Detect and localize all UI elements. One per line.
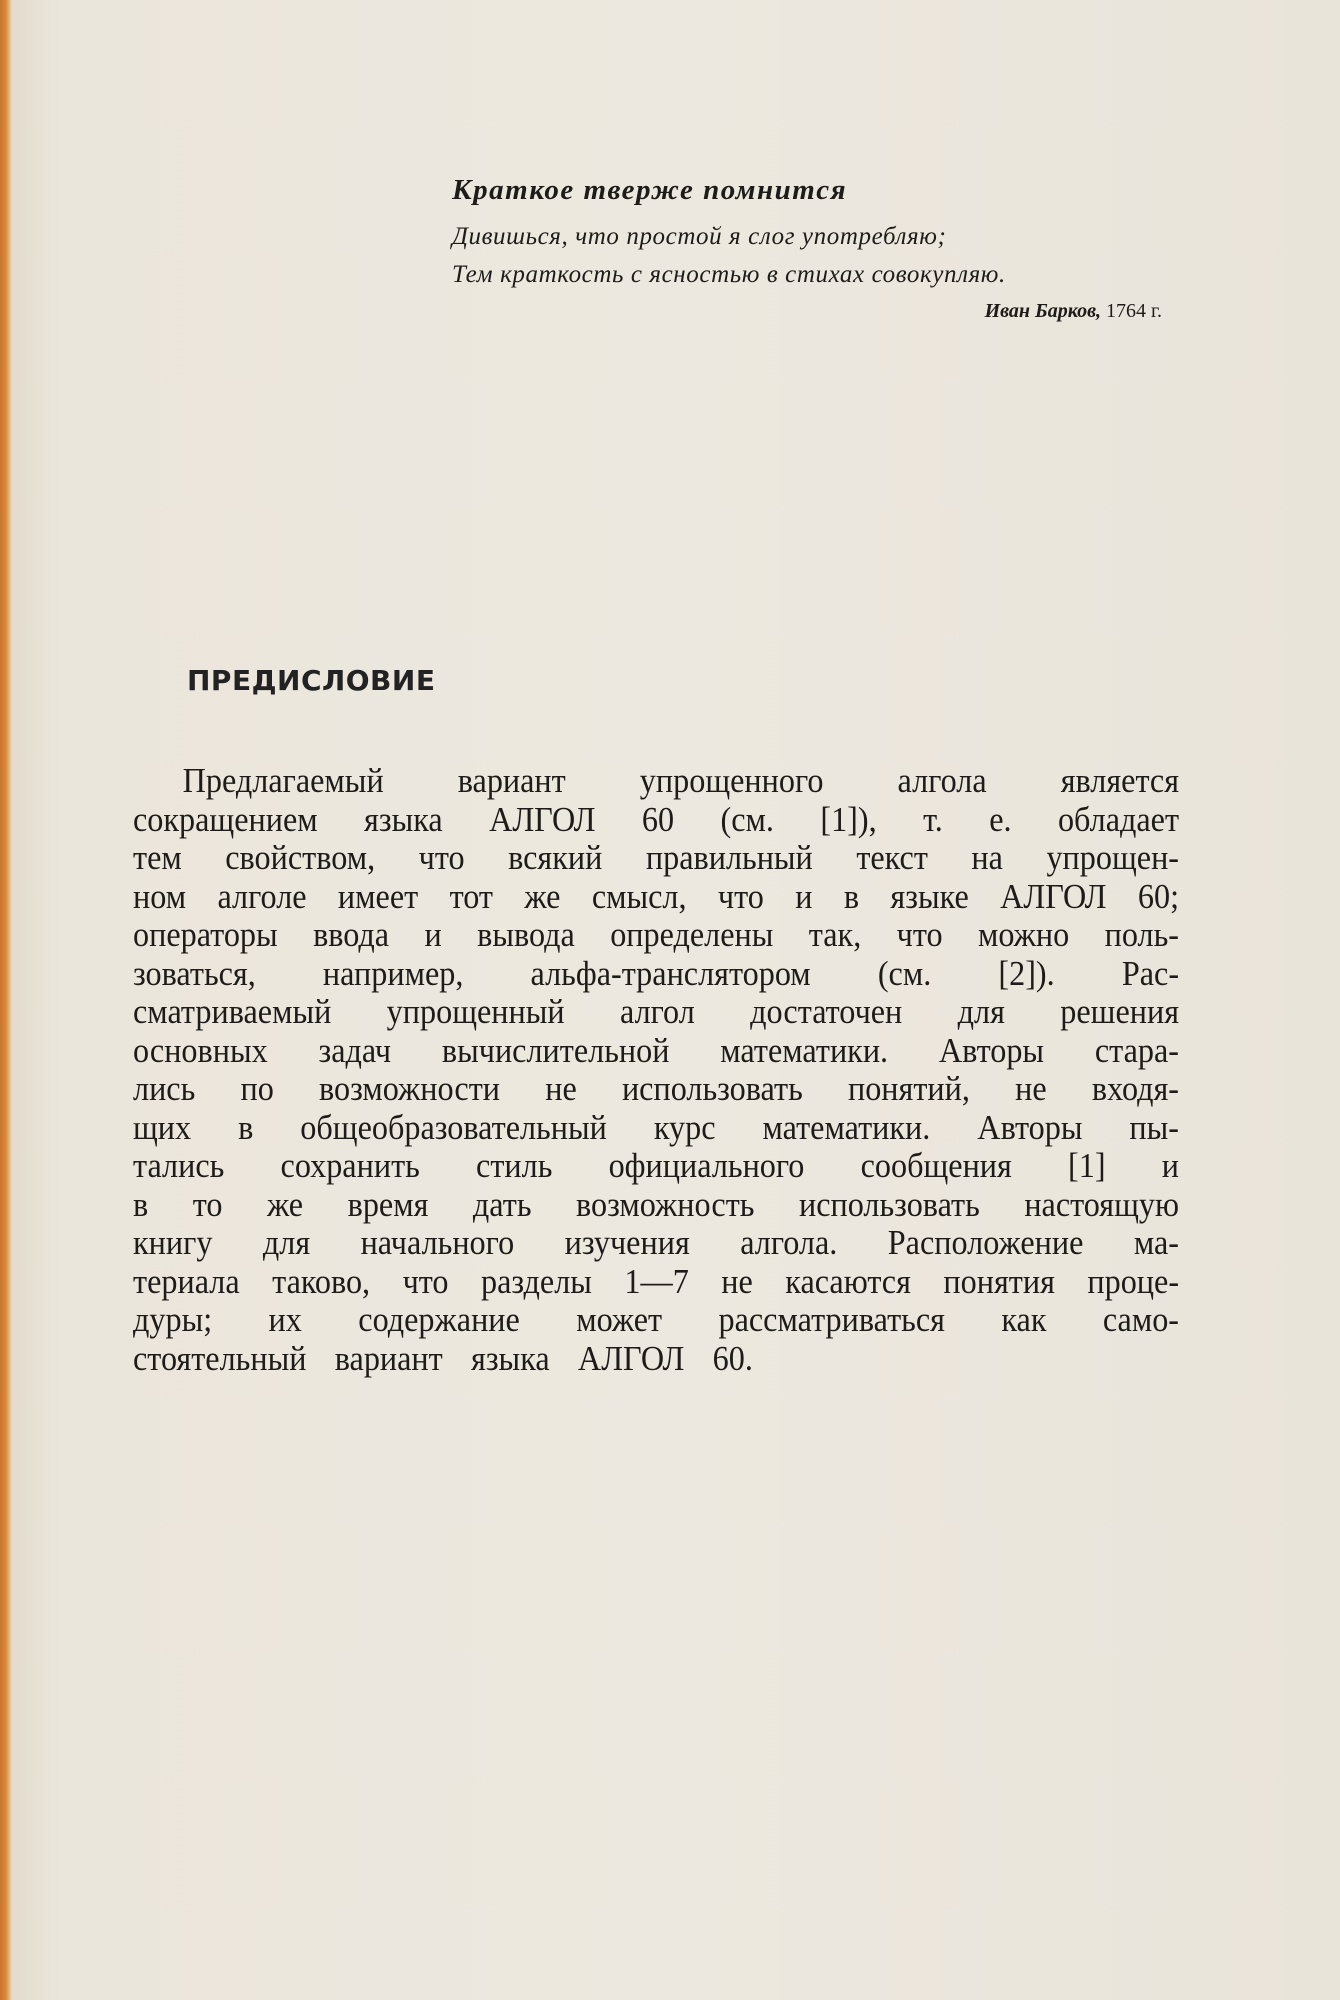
paragraph-line: сматриваемый упрощенный алгол достаточен для решения [133,992,1180,1031]
paragraph-line: щих в общеобразовательный курс математики. Авторы пы- [133,1107,1180,1147]
epigraph-year: 1764 г. [1106,300,1162,322]
paragraph-line: тем свойством, что всякий правильный текст на упрощен- [133,838,1180,877]
epigraph-line: Тем краткость с ясностью в стихах совокупляю. [452,261,1006,288]
paragraph-line: книгу для начального изучения алгола. Расположение ма- [133,1223,1180,1262]
paragraph-line: тались сохранить стиль официального сообщения [1] и [133,1146,1180,1185]
paragraph-line: в то же время дать возможность использовать настоящую [133,1184,1180,1224]
paragraph-line: лись по возможности не использовать понятий, не входя- [133,1069,1180,1108]
paragraph-line: основных задач вычислительной математики. Авторы стара- [133,1030,1180,1070]
paragraph-line: операторы ввода и вывода определены так, что можно поль- [133,915,1180,954]
paragraph-line: дуры; их содержание может рассматриваться как само- [133,1300,1180,1339]
epigraph-attribution [452,300,1172,323]
epigraph [452,170,1172,323]
epigraph-line: Дивишься, что простой я слог употребляю; [452,223,947,250]
paragraph-line: стоятельный вариант языка АЛГОЛ 60. [133,1338,753,1378]
paragraph-line: териала таково, что разделы 1—7 не касаются понятия проце- [133,1261,1180,1301]
paragraph-line: сокращением языка АЛГОЛ 60 (см. [1]), т. е. обладает [133,799,1180,839]
paragraph-line: зоваться, например, альфа-транслятором (см. [2]). Рас- [133,953,1180,993]
epigraph-title: Краткое тверже помнится [452,174,848,206]
preface-paragraph [133,762,1179,1378]
paragraph-line: ном алголе имеет тот же смысл, что и в языке АЛГОЛ 60; [133,876,1180,916]
epigraph-author: Иван Барков, [984,300,1102,322]
paragraph-line: Предлагаемый вариант упрощенного алгола является [182,761,1180,800]
section-heading: ПРЕДИСЛОВИЕ [187,664,436,697]
